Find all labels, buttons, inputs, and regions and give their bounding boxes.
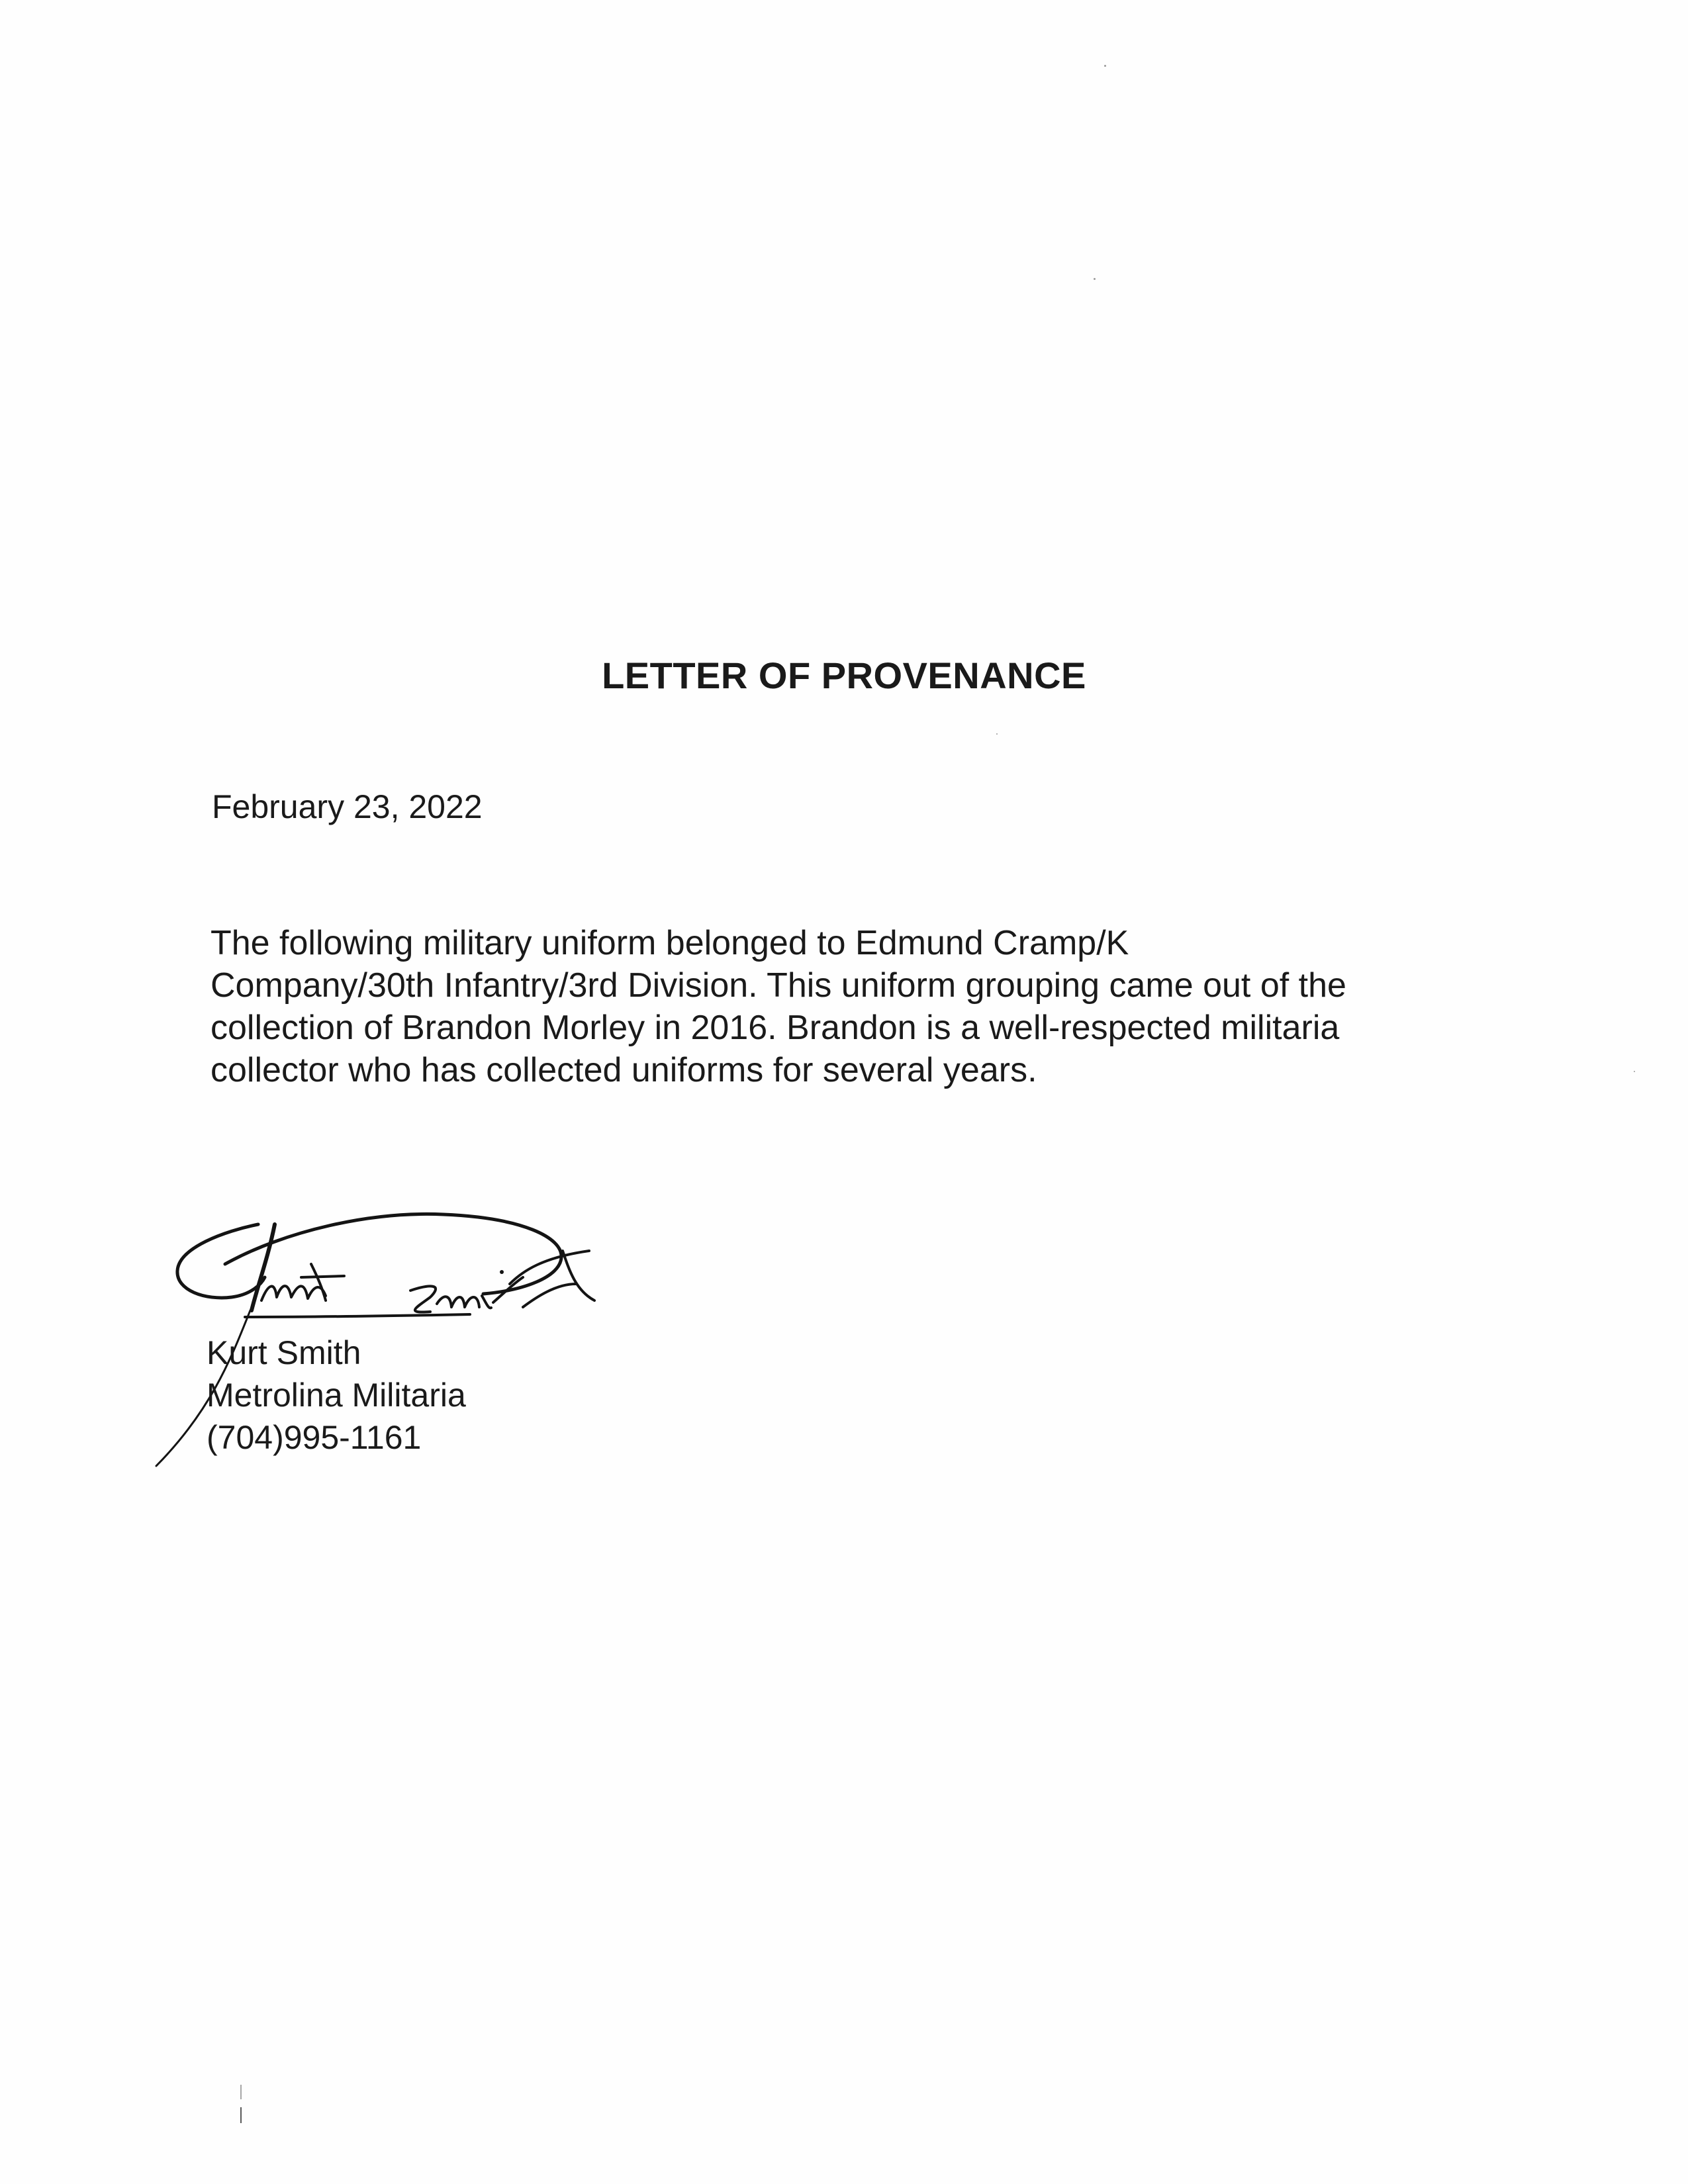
body-line: collector who has collected uniforms for several years.: [211, 1051, 1037, 1089]
signer-name: Kurt Smith: [207, 1334, 361, 1371]
body-line: Company/30th Infantry/3rd Division. This uniform grouping came out of the: [211, 966, 1346, 1005]
scan-speck: [1094, 278, 1096, 280]
signer-phone: (704)995-1161: [207, 1419, 422, 1456]
letter-body: [211, 922, 1501, 1091]
letter-date: February 23, 2022: [212, 788, 483, 825]
signer-block: [207, 1332, 466, 1459]
scan-speck: [1104, 65, 1106, 67]
signer-organization: Metrolina Militaria: [207, 1377, 466, 1414]
body-line: collection of Brandon Morley in 2016. Brandon is a well-respected militaria: [211, 1009, 1340, 1047]
scan-speck: [1634, 1071, 1635, 1072]
body-line: The following military uniform belonged to Edmund Cramp/K: [211, 924, 1129, 962]
scan-speck: [996, 733, 998, 735]
scan-margin-mark: [240, 2085, 242, 2124]
letter-title: LETTER OF PROVENANCE: [602, 655, 1086, 696]
